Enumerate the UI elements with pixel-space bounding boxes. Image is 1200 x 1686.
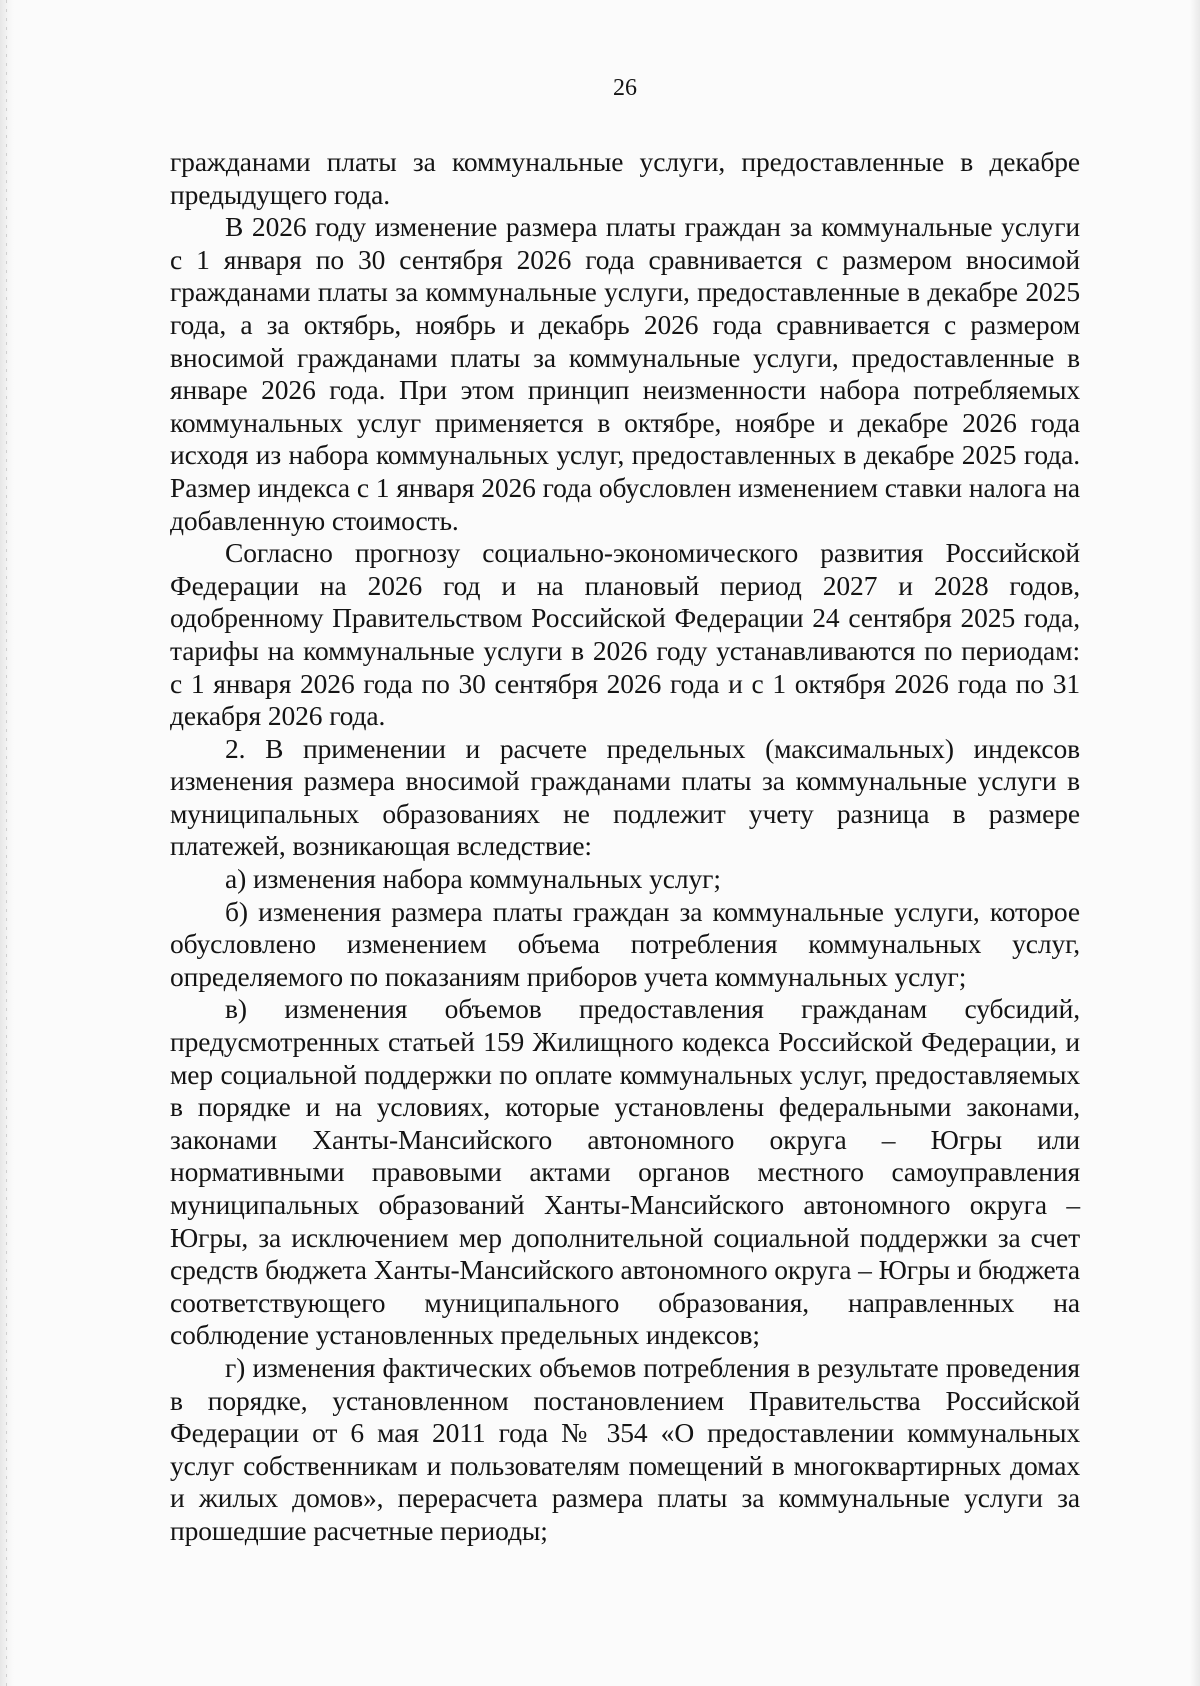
paragraph-continuation: гражданами платы за коммунальные услуги, предоставленные в декабре предыдущего года. [170, 146, 1080, 210]
paragraph-item-2: 2. В применении и расчете предельных (максимальных) индексов изменения размера вносимой гражданами платы за коммунальные услуги в муниципальных образованиях не подлежит учету разница в размере платежей, возникающая вследствие: [170, 732, 1080, 862]
paragraph-subitem-a: а) изменения набора коммунальных услуг; [225, 863, 721, 895]
scan-edge-right [1190, 0, 1200, 1686]
paragraph-forecast: Согласно прогнозу социально-экономического развития Российской Федерации на 2026 год и на плановый период 2027 и 2028 годов, одобренному Правительством Российской Федерации 24 сентября 2025 года, тарифы на коммунальные услуги в 2026 году устанавливаются по периодам: с 1 января 2026 года по 30 сентября 2026 года и с 1 октября 2026 года по 31 декабря 2026 года. [170, 537, 1080, 732]
paragraph-subitem-v: в) изменения объемов предоставления гражданам субсидий, предусмотренных статьей 159 Жилищного кодекса Российской Федерации, и мер социальной поддержки по оплате коммунальных услуг, предоставляемых в порядке и на условиях, которые установлены федеральными законами, законами Ханты-Мансийского автономного округа – Югры или нормативными правовыми актами органов местного самоуправления муниципальных образований Ханты-Мансийского автономного округа – Югры, за исключением мер дополнительной социальной поддержки за счет средств бюджета Ханты-Мансийского автономного округа – Югры и бюджета соответствующего муниципального образования, направленных на соблюдение установленных предельных индексов; [170, 993, 1080, 1351]
paragraph-2026-comparison: В 2026 году изменение размера платы граждан за коммунальные услуги с 1 января по 30 сентября 2026 года сравнивается с размером вносимой гражданами платы за коммунальные услуги, предоставленные в декабре 2025 года, а за октябрь, ноябрь и декабрь 2026 года сравнивается с размером вносимой гражданами платы за коммунальные услуги, предоставленные в январе 2026 года. При этом принцип неизменности набора потребляемых коммунальных услуг применяется в октябре, ноябре и декабре 2026 года исходя из набора коммунальных услуг, предоставленных в декабре 2025 года. Размер индекса с 1 января 2026 года обусловлен изменением ставки налога на добавленную стоимость. [170, 211, 1080, 536]
paragraph-subitem-b: б) изменения размера платы граждан за коммунальные услуги, которое обусловлено изменением объема потребления коммунальных услуг, определяемого по показаниям приборов учета коммунальных услуг; [170, 895, 1080, 992]
paragraph-subitem-g: г) изменения фактических объемов потребления в результате проведения в порядке, установленном постановлением Правительства Российской Федерации от 6 мая 2011 года № 354 «О предоставлении коммунальных услуг собственникам и пользователям помещений в многоквартирных домах и жилых домов», перерасчета размера платы за коммунальные услуги за прошедшие расчетные периоды; [170, 1351, 1080, 1546]
scan-edge-left [0, 0, 14, 1686]
document-body [170, 146, 1080, 1548]
page-number: 26 [613, 75, 637, 101]
